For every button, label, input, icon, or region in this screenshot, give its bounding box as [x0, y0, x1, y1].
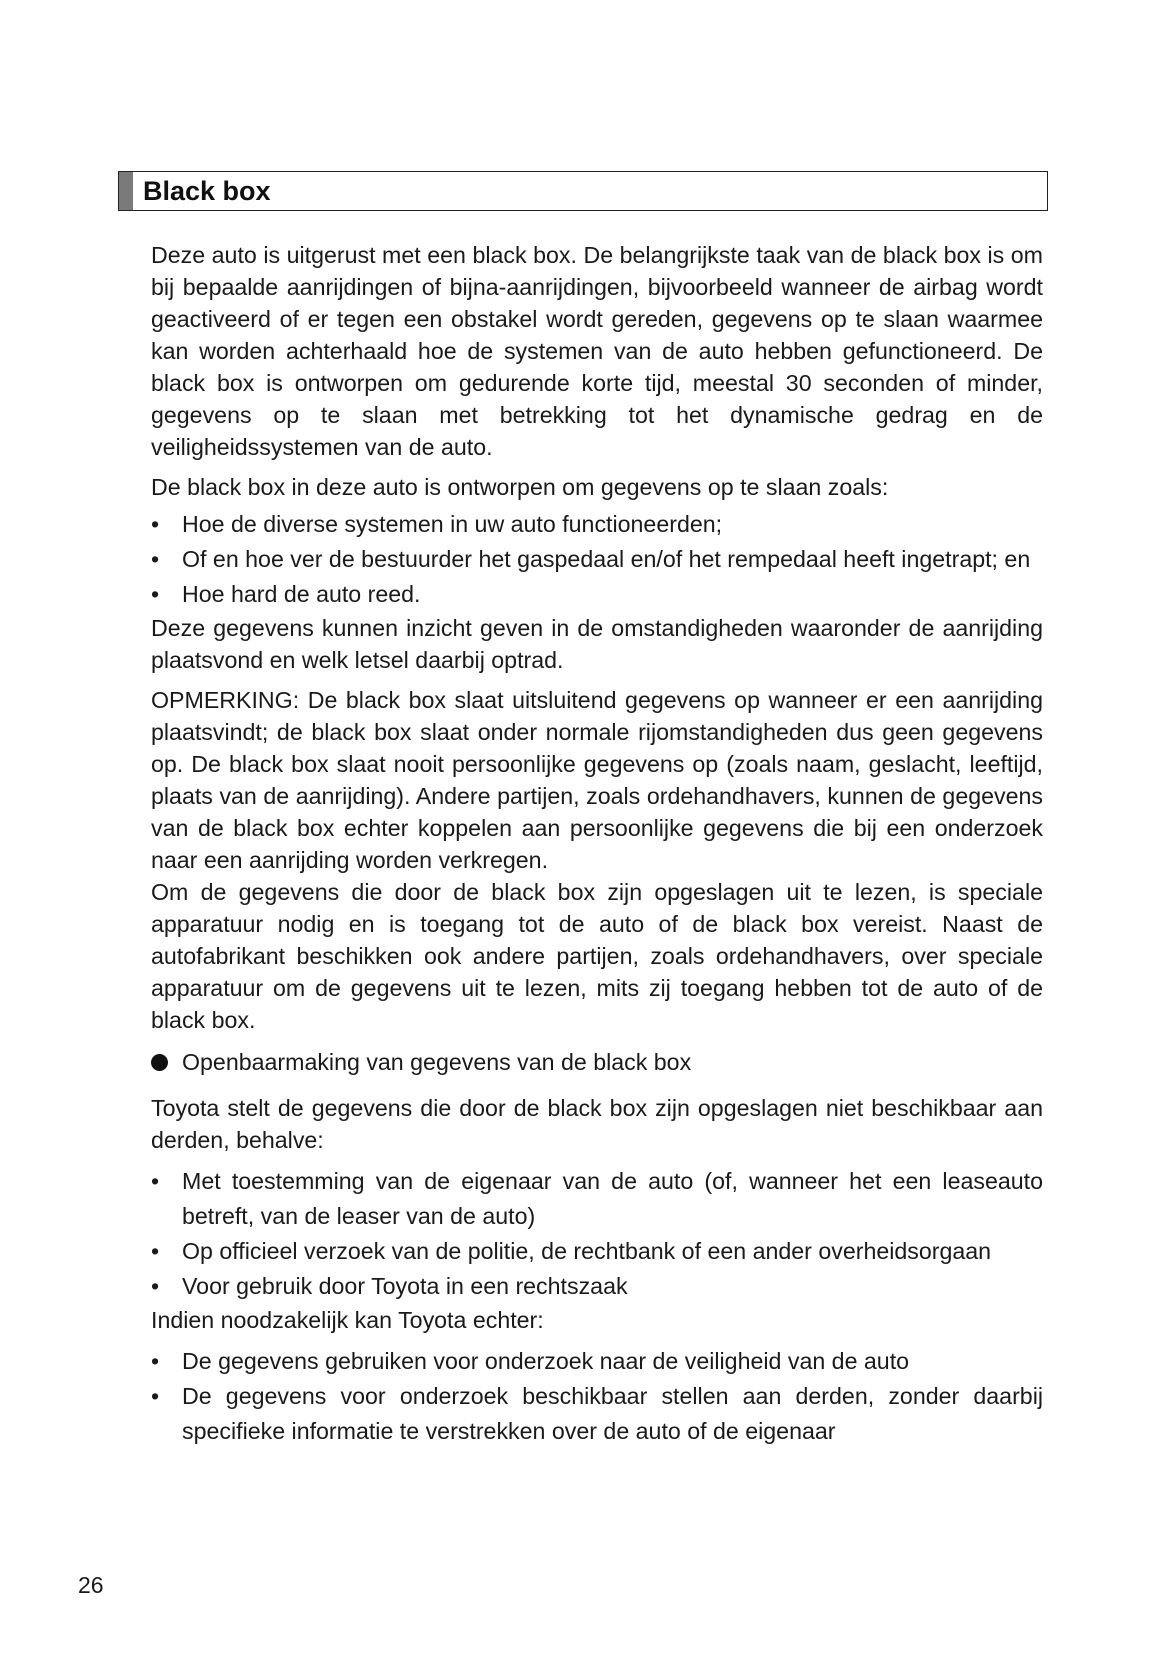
bullet-icon: • [151, 1273, 160, 1299]
paragraph-intro: Deze auto is uitgerust met een black box. De belangrijkste taak van de black box is om bij bepaalde aanrijdingen of bijna-aanrijdingen, bijvoorbeeld wanneer de airbag wordt geactiveerd of er tegen een obstakel wordt gereden, gegevens op te slaan waarmee kan worden achterhaald hoe de systemen van de auto hebben gefunctioneerd. De black box is ontworpen om gedurende korte tijd, meestal 30 seconden of minder, gegevens op te slaan met betrekking tot het dynamische gedrag en de veiligheidssystemen van de auto. [151, 242, 1043, 460]
list-stored-data [151, 507, 1043, 612]
list-item: • Hoe hard de auto reed. [151, 577, 1043, 612]
list-item: • Hoe de diverse systemen in uw auto functioneerden; [151, 507, 1043, 542]
paragraph-necessary: Indien noodzakelijk kan Toyota echter: [151, 1307, 544, 1333]
subheading-text: Openbaarmaking van gegevens van de black box [182, 1049, 692, 1075]
list-item: • Op officieel verzoek van de politie, de rechtbank of een ander overheidsorgaan [151, 1234, 1043, 1269]
bullet-icon: • [151, 511, 160, 537]
body-content [151, 239, 1043, 1449]
paragraph-insight: Deze gegevens kunnen inzicht geven in de omstandigheden waaronder de aanrijding plaatsvond en welk letsel daarbij optrad. [151, 615, 1043, 673]
bullet-icon: • [151, 1383, 160, 1409]
bullet-icon: • [151, 1168, 160, 1194]
section-title: Black box [143, 176, 271, 206]
filled-circle-icon [151, 1054, 168, 1071]
bullet-icon: • [151, 1348, 160, 1374]
bullet-icon: • [151, 546, 160, 572]
list-item: • Met toestemming van de eigenaar van de auto (of, wanneer het een leaseauto betreft, van de leaser van de auto) [151, 1164, 1043, 1234]
list-item: • Of en hoe ver de bestuurder het gaspedaal en/of het rempedaal heeft ingetrapt; en [151, 542, 1043, 577]
list-item: • De gegevens gebruiken voor onderzoek naar de veiligheid van de auto [151, 1344, 1043, 1379]
page-number: 26 [78, 1572, 104, 1598]
bullet-icon: • [151, 1238, 160, 1264]
list-item: • De gegevens voor onderzoek beschikbaar stellen aan derden, zonder daarbij specifieke informatie te verstrekken over de auto of de eigenaar [151, 1379, 1043, 1449]
paragraph-toyota: Toyota stelt de gegevens die door de black box zijn opgeslagen niet beschikbaar aan derden, behalve: [151, 1095, 1043, 1153]
paragraph-reading: Om de gegevens die door de black box zijn opgeslagen uit te lezen, is speciale apparatuur nodig en is toegang tot de auto of de black box vereist. Naast de autofabrikant beschikken ook andere partijen, zoals ordehandhavers, over speciale apparatuur om de gegevens uit te lezen, mits zij toegang hebben tot de auto of de black box. [151, 879, 1043, 1033]
paragraph-designed: De black box in deze auto is ontworpen om gegevens op te slaan zoals: [151, 474, 889, 500]
paragraph-note: OPMERKING: De black box slaat uitsluitend gegevens op wanneer er een aanrijding plaatsvindt; de black box slaat onder normale rijomstandigheden dus geen gegevens op. De black box slaat nooit persoonlijke gegevens op (zoals naam, geslacht, leeftijd, plaats van de aanrijding). Andere partijen, zoals ordehandhavers, kunnen de gegevens van de black box echter koppelen aan persoonlijke gegevens die bij een onderzoek naar een aanrijding worden verkregen. [151, 687, 1043, 873]
list-toyota-uses [151, 1344, 1043, 1449]
list-exceptions [151, 1164, 1043, 1304]
section-header [118, 171, 1048, 211]
header-accent-bar [119, 172, 133, 210]
list-item: • Voor gebruik door Toyota in een rechtszaak [151, 1269, 1043, 1304]
subheading [151, 1046, 1043, 1078]
bullet-icon: • [151, 581, 160, 607]
